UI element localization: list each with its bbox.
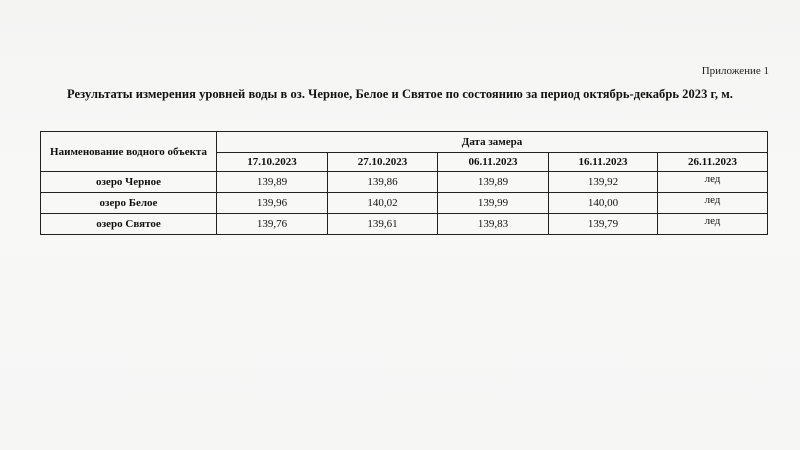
table-row — [41, 172, 768, 193]
document-title: Результаты измерения уровней воды в оз. Черное, Белое и Святое по состоянию за период октябрь-декабрь 2023 г, м. — [67, 87, 733, 101]
table-cell: 139,83 — [438, 214, 549, 235]
table-cell: 139,92 — [549, 172, 658, 193]
table-cell: 139,89 — [438, 172, 549, 193]
row-object-name: озеро Святое — [41, 214, 217, 235]
table-cell: 140,02 — [328, 193, 438, 214]
header-date: 17.10.2023 — [217, 153, 328, 172]
table-row — [41, 214, 768, 235]
header-date-group: Дата замера — [217, 132, 768, 153]
table-cell: 139,79 — [549, 214, 658, 235]
header-object-name: Наименование водного объекта — [41, 132, 217, 172]
header-date: 26.11.2023 — [658, 153, 768, 172]
water-level-table — [40, 131, 768, 235]
table-cell: лед — [658, 214, 768, 235]
header-date: 27.10.2023 — [328, 153, 438, 172]
row-object-name: озеро Белое — [41, 193, 217, 214]
appendix-label: Приложение 1 — [701, 65, 769, 77]
table-row — [41, 193, 768, 214]
table-cell: 139,86 — [328, 172, 438, 193]
table-cell: 139,96 — [217, 193, 328, 214]
header-date: 16.11.2023 — [549, 153, 658, 172]
table-cell: лед — [658, 172, 768, 193]
table-cell: 139,89 — [217, 172, 328, 193]
table-cell: 139,61 — [328, 214, 438, 235]
table-cell: лед — [658, 193, 768, 214]
table-cell: 140,00 — [549, 193, 658, 214]
table-cell: 139,76 — [217, 214, 328, 235]
table-cell: 139,99 — [438, 193, 549, 214]
row-object-name: озеро Черное — [41, 172, 217, 193]
header-date: 06.11.2023 — [438, 153, 549, 172]
